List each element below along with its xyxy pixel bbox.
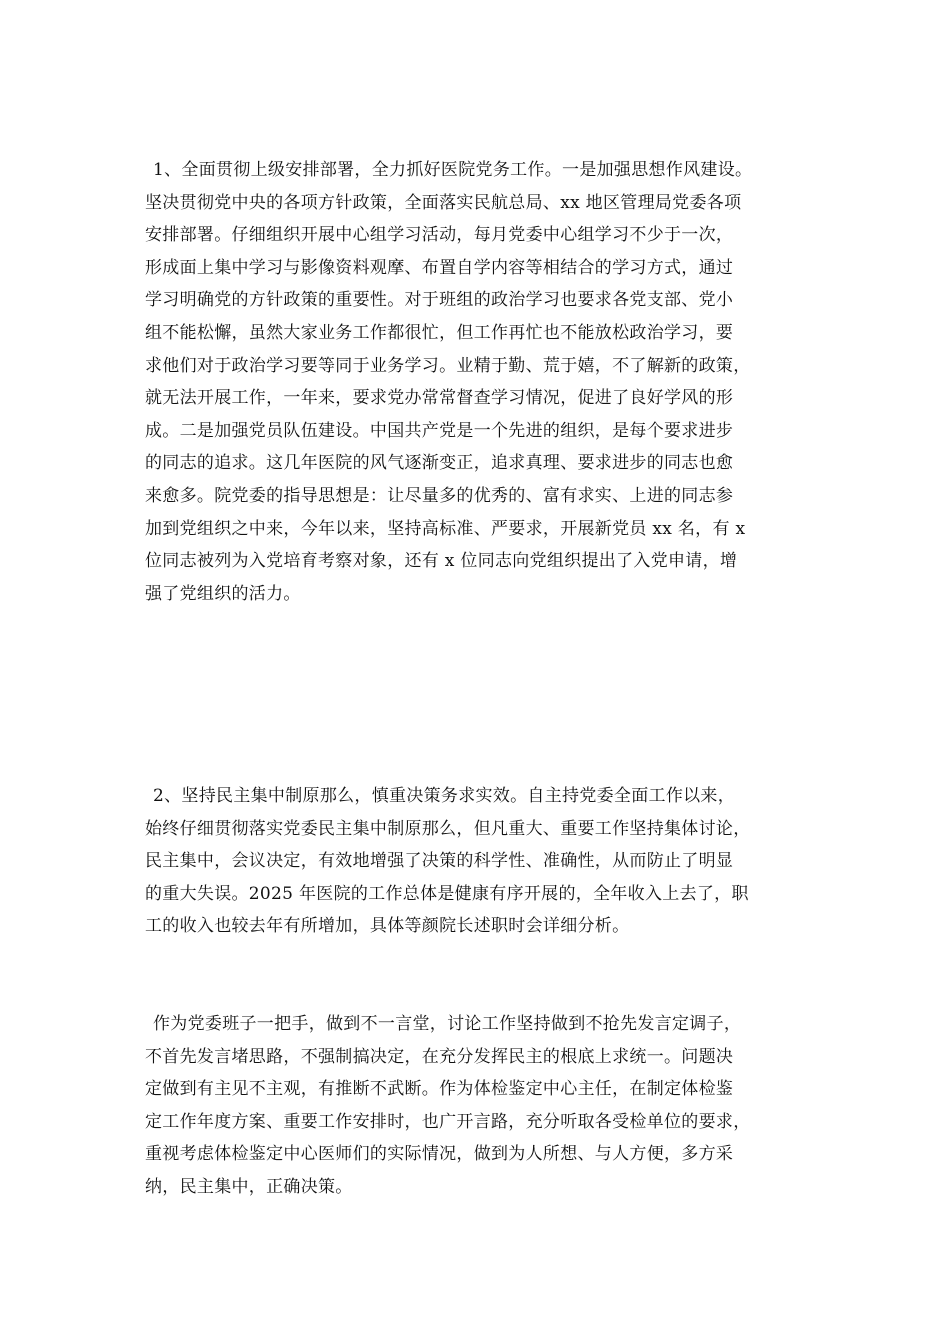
paragraph-line: 纳，民主集中，正确决策。 [145, 1176, 353, 1197]
paragraph-2 [145, 780, 810, 943]
paragraph-line: 2、坚持民主集中制原那么，慎重决策务求实效。自主持党委全面工作以来， [153, 786, 736, 806]
paragraph-line: 来愈多。院党委的指导思想是：让尽量多的优秀的、富有求实、上进的同志参 [145, 485, 734, 506]
paragraph-line: 形成面上集中学习与影像资料观摩、布置自学内容等相结合的学习方式，通过 [145, 257, 734, 278]
paragraph-line: 定做到有主见不主观，有推断不武断。作为体检鉴定中心主任，在制定体检鉴 [145, 1079, 734, 1100]
paragraph-line: 的重大失误。2025 年医院的工作总体是健康有序开展的，全年收入上去了，职 [145, 883, 749, 904]
paragraph-1 [145, 154, 810, 610]
paragraph-line: 学习明确党的方针政策的重要性。对于班组的政治学习也要求各党支部、党小 [145, 290, 734, 311]
paragraph-line: 工的收入也较去年有所增加，具体等颜院长述职时会详细分析。 [145, 916, 630, 937]
paragraph-line: 1、全面贯彻上级安排部署，全力抓好医院党务工作。一是加强思想作风建设。 [153, 160, 753, 180]
paragraph-line: 求他们对于政治学习要等同于业务学习。业精于勤、荒于嬉，不了解新的政策， [145, 355, 751, 376]
paragraph-line: 定工作年度方案、重要工作安排时，也广开言路，充分听取各受检单位的要求， [145, 1111, 751, 1132]
paragraph-line: 重视考虑体检鉴定中心医师们的实际情况，做到为人所想、与人方便，多方采 [145, 1144, 734, 1165]
paragraph-line: 不首先发言堵思路，不强制搞决定，在充分发挥民主的根底上求统一。问题决 [145, 1046, 734, 1067]
paragraph-line: 安排部署。仔细组织开展中心组学习活动，每月党委中心组学习不少于一次， [145, 225, 734, 246]
paragraph-line: 作为党委班子一把手，做到不一言堂，讨论工作坚持做到不抢先发言定调子， [153, 1014, 742, 1034]
paragraph-line: 强了党组织的活力。 [145, 583, 301, 604]
paragraph-line: 始终仔细贯彻落实党委民主集中制原那么，但凡重大、重要工作坚持集体讨论， [145, 818, 751, 839]
paragraph-3 [145, 1008, 810, 1204]
paragraph-line: 成。二是加强党员队伍建设。中国共产党是一个先进的组织，是每个要求进步 [145, 420, 734, 441]
paragraph-line: 坚决贯彻党中央的各项方针政策，全面落实民航总局、xx 地区管理局党委各项 [145, 192, 742, 213]
paragraph-line: 组不能松懈，虽然大家业务工作都很忙，但工作再忙也不能放松政治学习，要 [145, 322, 734, 343]
paragraph-line: 民主集中，会议决定，有效地增强了决策的科学性、准确性，从而防止了明显 [145, 851, 734, 872]
paragraph-line: 就无法开展工作，一年来，要求党办常常督查学习情况，促进了良好学风的形 [145, 388, 734, 409]
paragraph-line: 加到党组织之中来，今年以来，坚持高标准、严要求，开展新党员 xx 名，有 x [145, 518, 746, 539]
paragraph-line: 的同志的追求。这几年医院的风气逐渐变正，追求真理、要求进步的同志也愈 [145, 453, 734, 474]
paragraph-line: 位同志被列为入党培育考察对象，还有 x 位同志向党组织提出了入党申请，增 [145, 551, 738, 572]
